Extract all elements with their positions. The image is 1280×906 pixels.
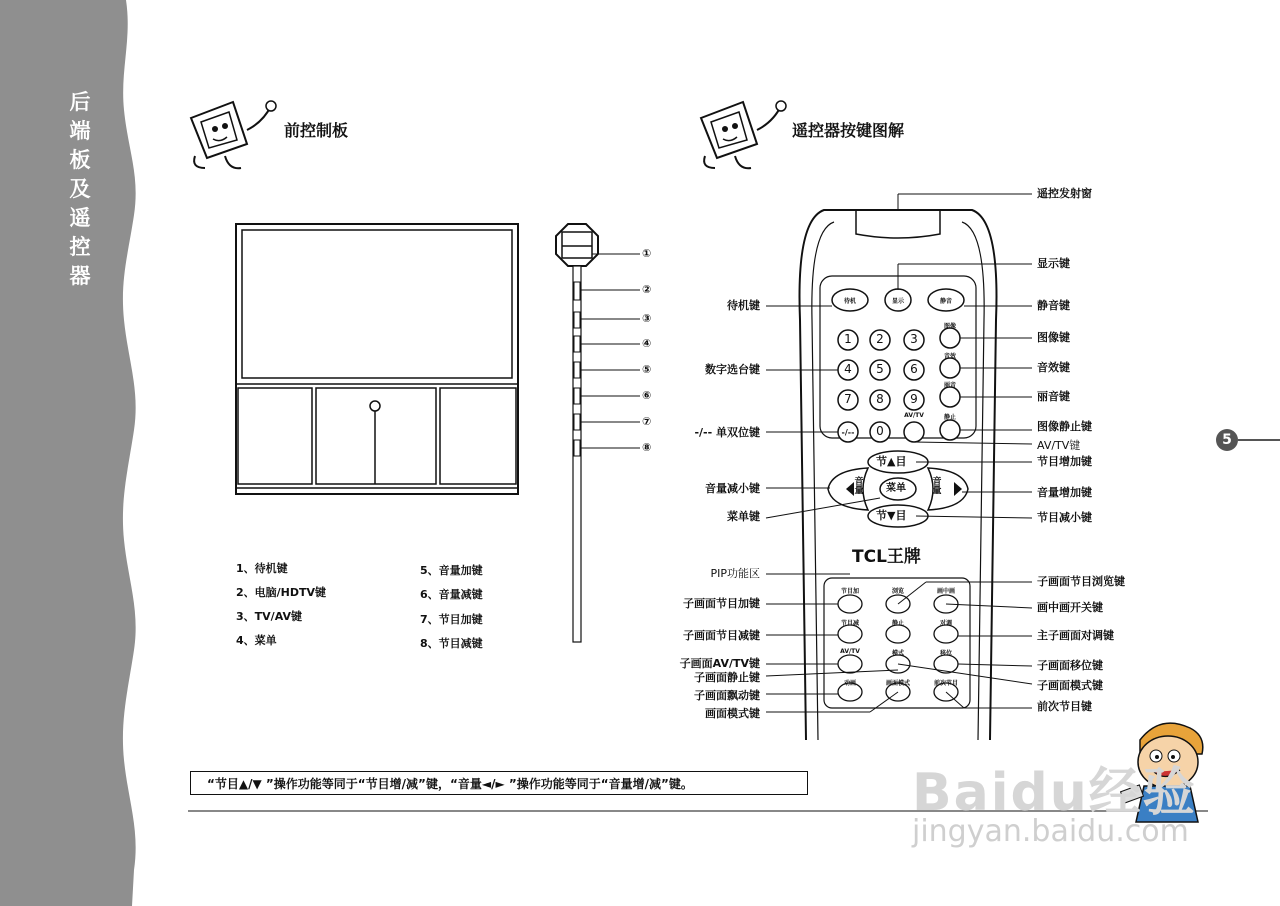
sound-button-label: 音效: [943, 353, 956, 360]
watermark-logo: Baidu经验: [912, 763, 1197, 823]
label-pip-move: 子画面移位键: [1037, 659, 1103, 672]
callout-2: ②: [642, 283, 652, 296]
label-sound: 音效键: [1037, 361, 1070, 374]
legend-item: 5、音量加键: [420, 564, 483, 577]
label-vol-down: 音量减小键: [705, 482, 760, 495]
legend-item: 3、TV/AV键: [236, 610, 302, 623]
callout-3: ③: [642, 312, 652, 325]
hifi-button-label: 丽音: [943, 382, 956, 389]
pip-swap-label: 对调: [939, 620, 952, 627]
label-image: 图像键: [1037, 331, 1070, 344]
legend-item: 1、待机键: [236, 562, 288, 575]
label-still: 图像静止键: [1037, 420, 1092, 433]
label-pip-motion: 子画面飘动键: [694, 689, 760, 702]
avtv-button-label: AV/TV: [904, 412, 924, 419]
pip-still-label: 静止: [891, 620, 904, 627]
label-hifi: 丽音键: [1037, 390, 1070, 403]
label-pip-swap: 主子画面对调键: [1037, 629, 1114, 642]
label-vol-up: 音量增加键: [1037, 486, 1092, 499]
digit-5: 5: [876, 362, 884, 376]
vol-left-label: 音量: [854, 477, 864, 496]
label-display: 显示键: [1037, 257, 1070, 270]
label-digits: 数字选台键: [705, 363, 760, 376]
digit-9: 9: [910, 392, 918, 406]
digit-0: 0: [876, 424, 884, 438]
prev-ch-button-label: 前次节目: [933, 680, 958, 687]
sidebar-char: 遥: [69, 206, 93, 230]
label-menu: 菜单键: [727, 510, 760, 523]
note-box: “节目▲/▼ ”操作功能等同于“节目增/减”键，“音量◄/► ”操作功能等同于“音量增/减”键。: [190, 771, 808, 795]
label-pip-still: 子画面静止键: [694, 671, 760, 684]
digit-7: 7: [844, 392, 852, 406]
label-pip-onoff: 画中画开关键: [1037, 601, 1103, 614]
callout-8: ⑧: [642, 441, 652, 454]
label-pip-ch-down: 子画面节目减键: [683, 629, 760, 642]
label-standby: 待机键: [727, 299, 760, 312]
label-dash: -/-- 单双位键: [694, 426, 760, 439]
label-ir: 遥控发射窗: [1037, 187, 1092, 200]
front-panel-title: 前控制板: [284, 121, 349, 140]
sidebar-char: 后: [69, 90, 93, 114]
legend-item: 6、音量减键: [420, 588, 483, 601]
label-prev-ch: 前次节目键: [1037, 700, 1092, 713]
vol-right-label: 音量: [932, 477, 942, 496]
digit-6: 6: [910, 362, 918, 376]
label-avtv: AV/TV键: [1037, 439, 1081, 452]
image-button-label: 图像: [943, 323, 956, 330]
page-number: 5: [1216, 429, 1238, 451]
mute-button-label: 静音: [939, 298, 952, 305]
sidebar-char: 控: [69, 235, 93, 259]
sidebar-char: 器: [69, 264, 93, 288]
tv-mascot-icon: [695, 96, 790, 176]
display-button-label: 显示: [891, 298, 904, 305]
label-pip-ch-up: 子画面节目加键: [683, 597, 760, 610]
digit-4: 4: [844, 362, 852, 376]
sidebar-char: 及: [69, 177, 93, 201]
sidebar-char: 端: [69, 119, 93, 143]
label-pip-mode: 子画面模式键: [1037, 679, 1103, 692]
remote-title: 遥控器按键图解: [792, 121, 905, 140]
label-pip-browse: 子画面节目浏览键: [1037, 575, 1125, 588]
sidebar-char: 板: [69, 148, 93, 172]
label-pip-avtv: 子画面AV/TV键: [679, 657, 760, 670]
standby-button-label: 待机: [843, 298, 856, 305]
digit-3: 3: [910, 332, 918, 346]
pip-browse-label: 浏览: [891, 588, 904, 595]
callout-7: ⑦: [642, 415, 652, 428]
pip-avtv-label: AV/TV: [840, 648, 860, 655]
ch-down-label: 节▼目: [876, 509, 907, 522]
sidebar-title: [66, 88, 96, 291]
pip-move-label: 移位: [939, 650, 952, 657]
legend-item: 2、电脑/HDTV键: [236, 586, 327, 599]
pip-mode-label: 模式: [891, 650, 904, 657]
callout-4: ④: [642, 337, 652, 350]
pip-ch-down-label: 节目减: [840, 620, 859, 627]
dash-button-label: -/--: [841, 428, 855, 437]
page-number-rule: [1238, 439, 1280, 441]
callout-6: ⑥: [642, 389, 652, 402]
legend-item: 8、节目减键: [420, 637, 483, 650]
pic-mode-button-label: 画面模式: [885, 680, 910, 687]
callout-5: ⑤: [642, 363, 652, 376]
label-ch-down: 节目减小键: [1037, 511, 1092, 524]
brand-logo: TCL王牌: [852, 547, 921, 567]
tv-mascot-icon: [185, 96, 280, 176]
callout-1: ①: [642, 247, 652, 260]
digit-2: 2: [876, 332, 884, 346]
label-pic-mode: 画面模式键: [705, 707, 760, 720]
label-mute: 静音键: [1037, 299, 1070, 312]
label-pip-area: PIP功能区: [710, 567, 760, 580]
watermark-url: jingyan.baidu.com: [912, 814, 1189, 849]
label-ch-up: 节目增加键: [1037, 455, 1092, 468]
ch-up-label: 节▲目: [876, 455, 907, 468]
digit-8: 8: [876, 392, 884, 406]
legend-item: 7、节目加键: [420, 613, 483, 626]
still-button-label: 静止: [943, 414, 956, 421]
digit-1: 1: [844, 332, 852, 346]
menu-button-label: 菜单: [886, 483, 906, 494]
pip-onoff-label: 画中画: [936, 588, 955, 595]
pip-motion-label: 动画: [843, 680, 856, 687]
legend-item: 4、菜单: [236, 634, 277, 647]
tv-front-diagram: [232, 220, 522, 500]
pip-ch-up-label: 节目加: [840, 588, 859, 595]
